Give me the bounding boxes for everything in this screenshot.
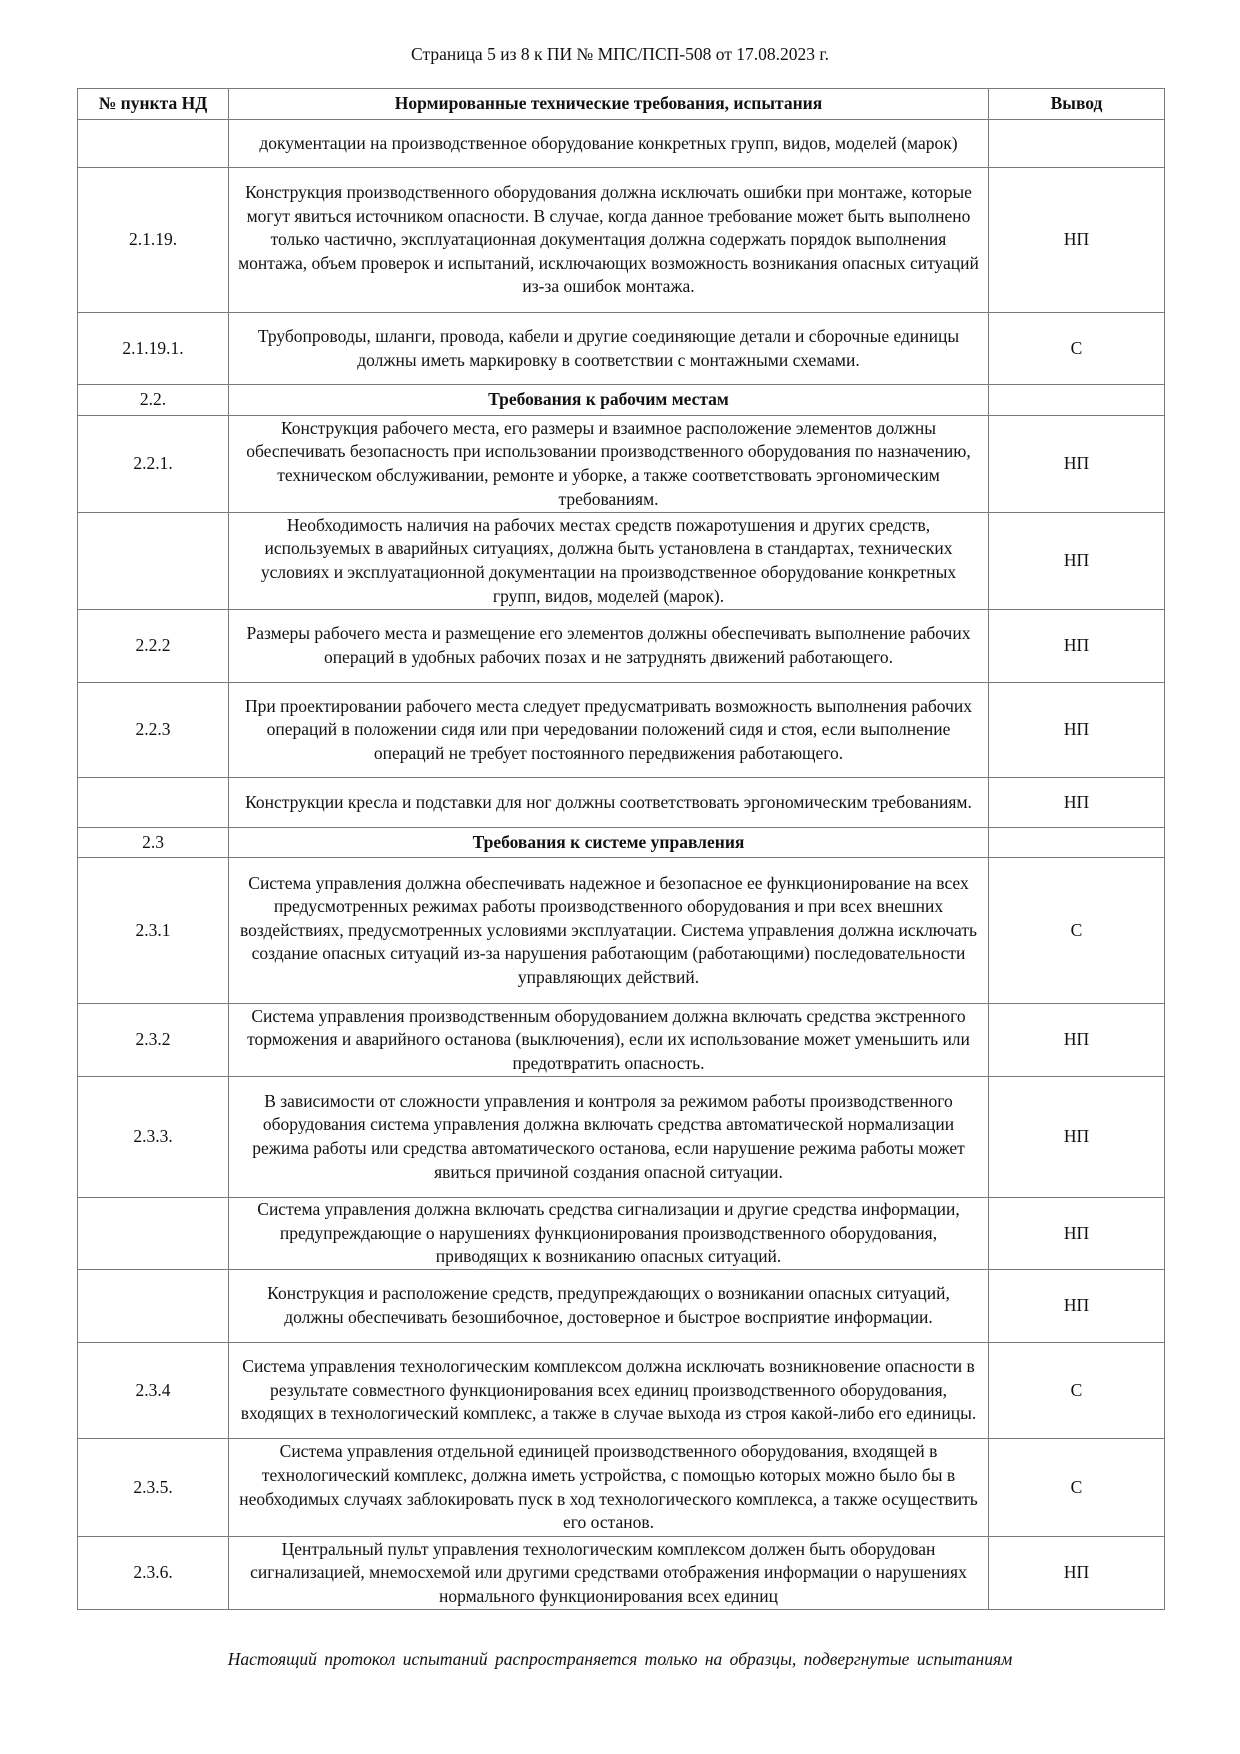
conclusion-cell: С: [989, 1343, 1165, 1439]
requirement-text-cell: Трубопроводы, шланги, провода, кабели и другие соединяющие детали и сборочные единицы должны иметь маркировку в соответствии с монтажными схемами.: [229, 313, 989, 385]
clause-number-cell: 2.2.3: [78, 683, 229, 778]
requirement-text-cell: Требования к рабочим местам: [229, 385, 989, 416]
conclusion-cell: НП: [989, 1077, 1165, 1198]
table-body: [78, 120, 1165, 1610]
requirement-text-cell: Система управления должна включать средства сигнализации и другие средства информации, предупреждающие о нарушениях функционирования производственного оборудования, приводящих к возниканию опасных ситуаций.: [229, 1198, 989, 1270]
table-header-row: [78, 89, 1165, 120]
table-row: [78, 513, 1165, 610]
conclusion-cell: [989, 828, 1165, 858]
conclusion-cell: НП: [989, 416, 1165, 513]
requirement-text-cell: документации на производственное оборудование конкретных групп, видов, моделей (марок): [229, 120, 989, 168]
table-row: [78, 610, 1165, 683]
table-row: [78, 168, 1165, 313]
requirement-text-cell: Необходимость наличия на рабочих местах средств пожаротушения и других средств, используемых в аварийных ситуациях, должна быть установлена в стандартах, технических условиях и эксплуатационной документации на производственное оборудование конкретных групп, видов, моделей (марок).: [229, 513, 989, 610]
clause-number-cell: 2.1.19.: [78, 168, 229, 313]
table-row: [78, 416, 1165, 513]
requirement-text-cell: Центральный пульт управления технологическим комплексом должен быть оборудован сигнализацией, мнемосхемой или другими средствами отображения информации о нарушениях нормального функционирования всех единиц: [229, 1537, 989, 1610]
clause-number-cell: 2.3.5.: [78, 1439, 229, 1537]
requirement-text-cell: Требования к системе управления: [229, 828, 989, 858]
requirement-text-cell: Размеры рабочего места и размещение его элементов должны обеспечивать выполнение рабочих операций в удобных рабочих позах и не затруднять движений работающего.: [229, 610, 989, 683]
conclusion-cell: [989, 385, 1165, 416]
clause-number-cell: 2.3.3.: [78, 1077, 229, 1198]
requirement-text-cell: Конструкция производственного оборудования должна исключать ошибки при монтаже, которые могут явиться источником опасности. В случае, когда данное требование может быть выполнено только частично, эксплуатационная документация должна содержать порядок выполнения монтажа, объем проверок и испытаний, исключающих возможность возникания опасных ситуаций из-за ошибок монтажа.: [229, 168, 989, 313]
clause-number-cell: 2.3.4: [78, 1343, 229, 1439]
clause-number-cell: 2.3.1: [78, 858, 229, 1004]
conclusion-cell: НП: [989, 1198, 1165, 1270]
section-row: [78, 828, 1165, 858]
clause-number-cell: [78, 513, 229, 610]
table-row: [78, 1439, 1165, 1537]
clause-number-cell: [78, 120, 229, 168]
table-row: [78, 858, 1165, 1004]
page-header: Страница 5 из 8 к ПИ № МПС/ПСП-508 от 17.08.2023 г.: [411, 44, 829, 64]
conclusion-cell: НП: [989, 1270, 1165, 1343]
conclusion-cell: НП: [989, 683, 1165, 778]
requirement-text-cell: При проектировании рабочего места следует предусматривать возможность выполнения рабочих операций в положении сидя или при чередовании положений сидя и стоя, если выполнение операций не требует постоянного передвижения работающего.: [229, 683, 989, 778]
table-row: [78, 1077, 1165, 1198]
conclusion-cell: НП: [989, 778, 1165, 828]
table-row: [78, 1270, 1165, 1343]
requirement-text-cell: Конструкции кресла и подставки для ног должны соответствовать эргономическим требованиям.: [229, 778, 989, 828]
conclusion-cell: НП: [989, 1004, 1165, 1077]
footer-note: Настоящий протокол испытаний распространяется только на образцы, подвергнутые испытаниям: [227, 1649, 1013, 1669]
clause-number-cell: 2.2.2: [78, 610, 229, 683]
column-header-requirements: Нормированные технические требования, испытания: [229, 89, 989, 120]
table-row: [78, 313, 1165, 385]
requirement-text-cell: Конструкция и расположение средств, предупреждающих о возникании опасных ситуаций, должны обеспечивать безошибочное, достоверное и быстрое восприятие информации.: [229, 1270, 989, 1343]
clause-number-cell: 2.2.1.: [78, 416, 229, 513]
table-row: [78, 1198, 1165, 1270]
requirements-table: [77, 88, 1165, 1610]
clause-number-cell: [78, 1270, 229, 1343]
clause-number-cell: 2.2.: [78, 385, 229, 416]
table-row: [78, 1537, 1165, 1610]
table-row: [78, 683, 1165, 778]
table-row: [78, 778, 1165, 828]
clause-number-cell: [78, 1198, 229, 1270]
requirement-text-cell: Система управления производственным оборудованием должна включать средства экстренного торможения и аварийного останова (выключения), если их использование может уменьшить или предотвратить опасность.: [229, 1004, 989, 1077]
conclusion-cell: НП: [989, 513, 1165, 610]
table-row: [78, 1343, 1165, 1439]
table-row: [78, 1004, 1165, 1077]
table-row: [78, 120, 1165, 168]
clause-number-cell: 2.3.6.: [78, 1537, 229, 1610]
conclusion-cell: С: [989, 858, 1165, 1004]
column-header-clause-number: № пункта НД: [78, 89, 229, 120]
requirement-text-cell: В зависимости от сложности управления и контроля за режимом работы производственного оборудования система управления должна включать средства автоматической нормализации режима работы или средства автоматического останова, если нарушение режима работы может явиться причиной создания опасной ситуации.: [229, 1077, 989, 1198]
clause-number-cell: [78, 778, 229, 828]
conclusion-cell: [989, 120, 1165, 168]
conclusion-cell: С: [989, 313, 1165, 385]
requirement-text-cell: Конструкция рабочего места, его размеры и взаимное расположение элементов должны обеспечивать безопасность при использовании производственного оборудования по назначению, техническом обслуживании, ремонте и уборке, а также соответствовать эргономическим требованиям.: [229, 416, 989, 513]
conclusion-cell: НП: [989, 168, 1165, 313]
requirement-text-cell: Система управления отдельной единицей производственного оборудования, входящей в технологический комплекс, должна иметь устройства, с помощью которых можно было бы в необходимых случаях заблокировать пуск в ход технологического комплекса, а также осуществить его останов.: [229, 1439, 989, 1537]
requirement-text-cell: Система управления должна обеспечивать надежное и безопасное ее функционирование на всех предусмотренных режимах работы производственного оборудования и при всех внешних воздействиях, предусмотренных условиями эксплуатации. Система управления должна исключать создание опасных ситуаций из-за нарушения работающим (работающими) последовательности управляющих действий.: [229, 858, 989, 1004]
conclusion-cell: НП: [989, 1537, 1165, 1610]
section-row: [78, 385, 1165, 416]
conclusion-cell: НП: [989, 610, 1165, 683]
column-header-conclusion: Вывод: [989, 89, 1165, 120]
clause-number-cell: 2.3: [78, 828, 229, 858]
requirement-text-cell: Система управления технологическим комплексом должна исключать возникновение опасности в результате совместного функционирования всех единиц производственного оборудования, входящих в технологический комплекс, а также в случае выхода из строя какой-либо его единицы.: [229, 1343, 989, 1439]
clause-number-cell: 2.1.19.1.: [78, 313, 229, 385]
conclusion-cell: С: [989, 1439, 1165, 1537]
clause-number-cell: 2.3.2: [78, 1004, 229, 1077]
